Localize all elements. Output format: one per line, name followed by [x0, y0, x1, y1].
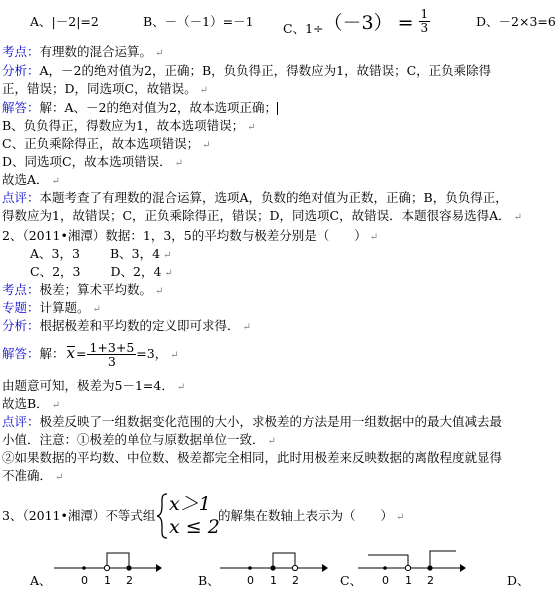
q1-answer [2, 171, 60, 190]
inequality-system [155, 493, 220, 539]
dianping-text-cont: ②如果数据的平均数、中位数、极差都完全相同，此时用极差来反映数据的离散程度就显得 [2, 450, 503, 465]
mean-symbol [67, 346, 75, 360]
q2-kaodian [2, 281, 163, 300]
q2-option-d: D、2，4 [110, 264, 162, 279]
tick-dot [82, 566, 86, 570]
paragraph-mark-icon: ↵ [247, 122, 256, 133]
paragraph-mark-icon: ↵ [369, 232, 379, 243]
q2-fenxi [2, 317, 251, 336]
q1-option-b [143, 12, 254, 30]
tick-label-2: 2 [427, 574, 434, 587]
solid-dot [427, 565, 432, 570]
tick-label-1: 1 [270, 574, 277, 587]
q2-zhuanti [2, 299, 101, 318]
q3-option-c-label: C、 [340, 573, 363, 588]
fraction-denominator: 3 [420, 21, 429, 35]
line-text: C、正负乘除得正，故本选项错误； [2, 136, 200, 151]
q2-line-1 [2, 377, 185, 396]
paragraph-mark-icon: ↵ [174, 158, 183, 169]
paragraph-mark-icon: ↵ [164, 268, 173, 279]
paragraph-mark-icon: ↵ [163, 250, 172, 261]
tick-label-0: 0 [382, 574, 389, 587]
q1-fenxi-1 [2, 62, 491, 79]
tick-label-2: 2 [292, 574, 299, 587]
arrow-icon [322, 564, 328, 572]
tick-dot [248, 566, 252, 570]
q1-fenxi-2 [2, 80, 208, 99]
q2-dianping-3 [2, 449, 502, 466]
kaodian-label: 考点： [2, 282, 40, 297]
answer-text: 故选A． [2, 172, 49, 187]
q2-option-a: A、3，3 [30, 246, 80, 261]
q1-jieda [2, 99, 278, 116]
dianping-text-cont: 不准确． [2, 468, 53, 483]
question-stem: 2、（2011•湘潭）数据：1，3，5的平均数与极差分别是（ ） [2, 228, 367, 243]
fraction-numerator: 1+3+5 [89, 340, 135, 355]
q1-option-a-text: A、|－2|=2 [30, 14, 99, 29]
q1-option-c-prefix: C、1÷ [283, 21, 324, 36]
jieda-label: 解答： [2, 346, 40, 361]
paragraph-mark-icon: ↵ [55, 472, 64, 483]
q3-stem-suffix [218, 507, 404, 526]
paragraph-mark-icon: ↵ [92, 304, 101, 315]
line-text: D、同选项C，故本选项错误． [2, 154, 172, 169]
zhuanti-label: 专题： [2, 300, 40, 315]
dianping-label: 点评： [2, 190, 40, 205]
solid-dot [126, 565, 131, 570]
inequality-2: x ≤ 2 [169, 516, 220, 538]
q1-line-c [2, 135, 210, 154]
fenxi-text-cont: 正，错误；D，同选项C，故错误。 [2, 81, 197, 96]
q3-number-line-a [52, 546, 162, 590]
tick-label-2: 2 [126, 574, 133, 587]
mean-x: x [66, 344, 75, 362]
paragraph-mark-icon: ↵ [51, 176, 60, 187]
tick-label-0: 0 [247, 574, 254, 587]
tick-dot [383, 566, 387, 570]
q3-stem-prefix [2, 507, 155, 524]
q1-kaodian [2, 43, 163, 62]
inequality-1: x＞1 [169, 493, 211, 515]
paragraph-mark-icon: ↵ [242, 322, 251, 333]
q2-option-c: C、2，3 [30, 264, 81, 279]
q3-option-a-label: A、 [30, 573, 52, 588]
solution-ray-left [368, 555, 408, 566]
q1-option-c-eq: = [397, 12, 414, 34]
fenxi-label: 分析： [2, 63, 40, 78]
q2-jieda: 解答：解： x= $\frac{1+3+5}{3}$ =3， ↵ [2, 340, 179, 369]
paragraph-mark-icon: ↵ [202, 140, 211, 151]
kaodian-label: 考点： [2, 44, 40, 59]
jieda-label: 解答： [2, 100, 40, 115]
paragraph-mark-icon: ↵ [170, 350, 179, 361]
fenxi-label: 分析： [2, 318, 40, 333]
q1-line-d [2, 153, 183, 172]
solution-bracket [107, 553, 129, 566]
q3-number-line-b [218, 546, 328, 590]
paragraph-mark-icon: ↵ [199, 85, 208, 96]
paragraph-mark-icon: ↵ [176, 382, 186, 393]
q2-option-b: B、3，4 [109, 246, 161, 261]
paragraph-mark-icon: ↵ [267, 436, 276, 447]
dianping-text: 极差反映了一组数据变化范围的大小，求极差的方法是用一组数据中的最大值减去最 [39, 414, 503, 429]
open-dot [104, 565, 109, 570]
fraction-numerator: 1 [420, 7, 429, 21]
kaodian-text: 极差；算术平均数。 [39, 282, 153, 297]
kaodian-text: 有理数的混合运算。 [39, 44, 153, 59]
paragraph-mark-icon: ↵ [155, 286, 164, 297]
paragraph-mark-icon: ↵ [155, 48, 164, 59]
line-text: 由题意可知，极差为5－1=4． [2, 378, 174, 393]
q3-option-b-label: B、 [198, 573, 220, 588]
fraction-denominator: 3 [107, 354, 116, 369]
jieda-text: 解： [39, 346, 65, 361]
dianping-text-cont: 小值．注意：①极差的单位与原数据单位一致． [2, 432, 265, 447]
zhuanti-text: 计算题。 [39, 300, 90, 315]
q1-line-b [2, 117, 256, 136]
question-stem-cont: 的解集在数轴上表示为（ ） [218, 508, 394, 523]
solution-bracket [273, 553, 295, 566]
tick-label-0: 0 [81, 574, 88, 587]
text-cursor [277, 102, 278, 115]
q2-dianping-2 [2, 431, 276, 450]
solid-dot [270, 565, 275, 570]
solution-ray-right [430, 551, 456, 566]
q1-option-d [476, 12, 556, 30]
arrow-icon [460, 564, 466, 572]
paragraph-mark-icon: ↵ [513, 212, 523, 223]
q2-dianping-1 [2, 413, 502, 430]
left-brace-icon [155, 493, 169, 539]
dianping-text: 本题考查了有理数的混合运算，选项A，负数的绝对值为正数，正确；B，负负得正， [39, 190, 508, 205]
q1-option-c-fraction [419, 8, 431, 35]
dianping-label: 点评： [2, 414, 40, 429]
mean-fraction [87, 341, 136, 368]
jieda-text: 解：A、－2的绝对值为2，故本选项正确； [39, 100, 277, 115]
q3-number-line-c [356, 546, 466, 590]
mean-result: =3， [136, 346, 168, 361]
q2-answer [2, 395, 60, 414]
q1-option-c-expr: （－3） [323, 12, 393, 34]
q2-dianping-4 [2, 467, 63, 486]
open-dot [405, 565, 410, 570]
paragraph-mark-icon: ↵ [51, 400, 61, 411]
answer-text: 故选B． [2, 396, 49, 411]
q1-option-b-text: B、－（－1）=－1 [143, 14, 254, 29]
tick-label-1: 1 [104, 574, 111, 587]
q2-options-row2 [30, 263, 173, 282]
q1-dianping-2 [2, 207, 522, 226]
arrow-icon [156, 564, 162, 572]
fenxi-text: A，－2的绝对值为2，正确；B，负负得正，得数应为1，故错误；C，正负乘除得 [39, 63, 492, 78]
q1-option-c [283, 4, 430, 35]
line-text: B、负负得正，得数应为1，故本选项错误； [2, 118, 245, 133]
paragraph-mark-icon: ↵ [396, 512, 405, 523]
q1-option-a [30, 12, 99, 30]
fenxi-text: 根据极差和平均数的定义即可求得． [39, 318, 240, 333]
dianping-text-cont: 得数应为1，故错误；C，正负乘除得正，错误；D，同选项C，故错误．本题很容易选得A． [2, 208, 511, 223]
open-dot [292, 565, 297, 570]
q3-option-d-label: D、 [507, 573, 530, 588]
q1-option-d-text: D、－2×3=6 [476, 14, 556, 29]
q1-dianping-1 [2, 189, 508, 206]
q2-stem [2, 227, 378, 246]
tick-label-1: 1 [405, 574, 412, 587]
question-stem: 3、（2011•湘潭）不等式组 [2, 508, 156, 523]
q2-options-row1 [30, 245, 171, 264]
